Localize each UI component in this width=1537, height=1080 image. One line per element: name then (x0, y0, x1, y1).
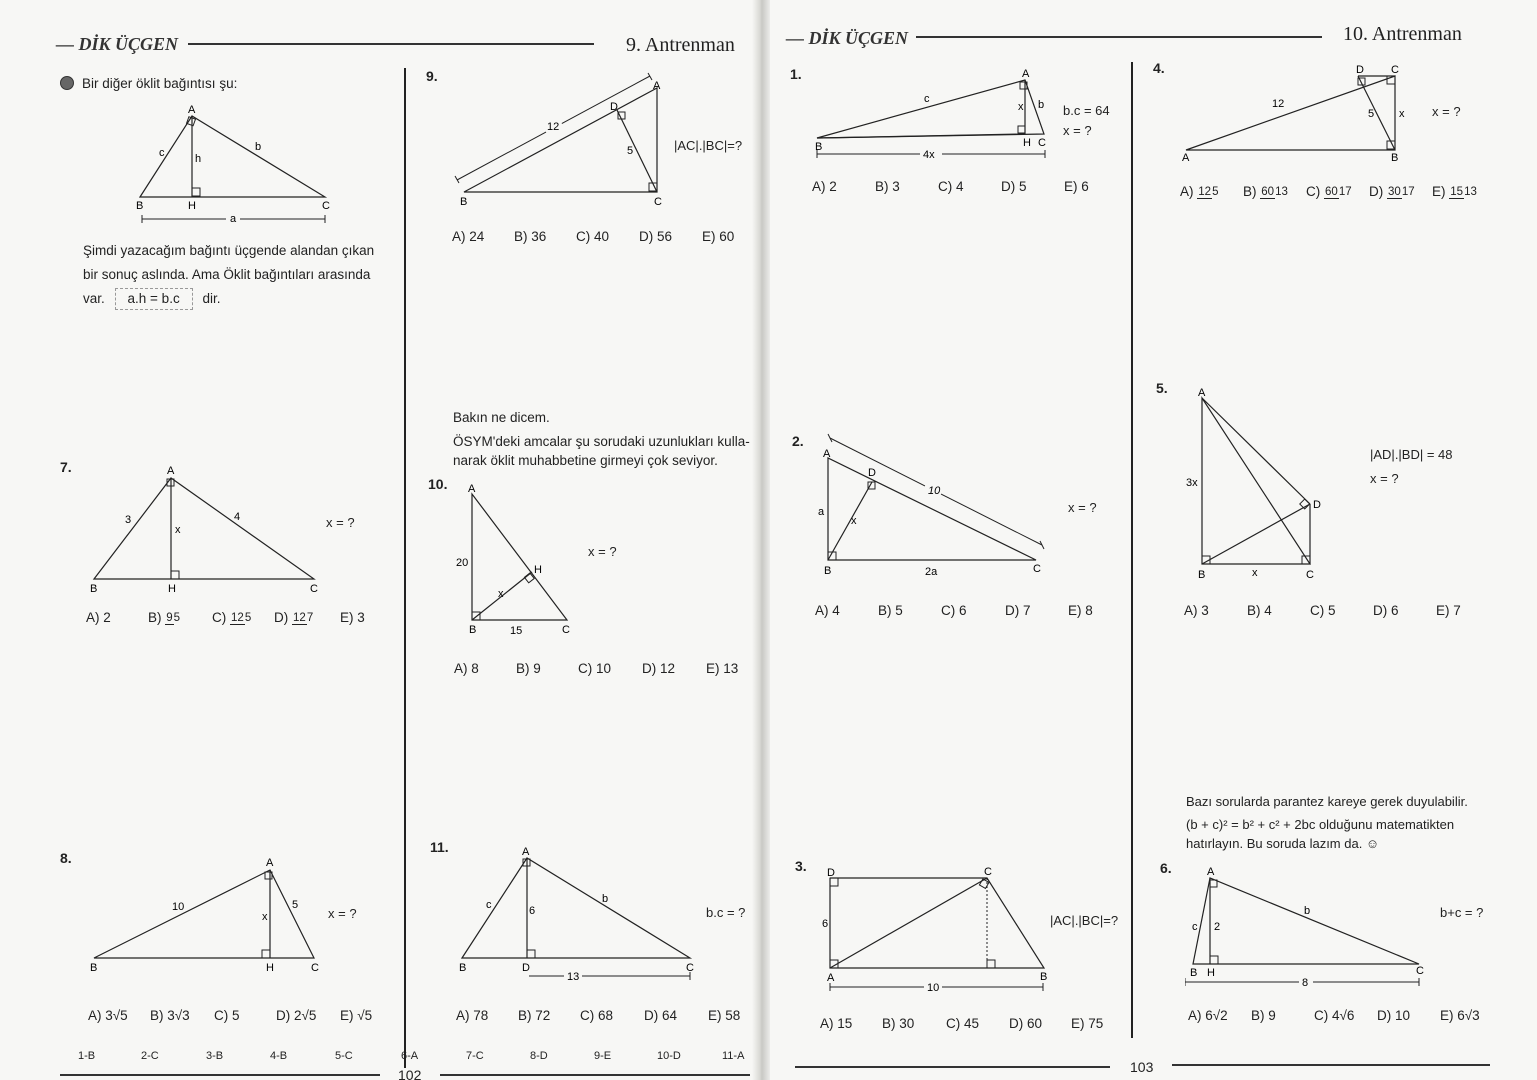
q9-question: |AC|.|BC|=? (674, 138, 743, 153)
figure-label: B (469, 624, 477, 636)
r1-question-1: b.c = 64 (1063, 103, 1110, 118)
intro-triangle-figure (130, 100, 340, 230)
figure-label: A (468, 483, 476, 495)
bullet-icon (60, 76, 74, 90)
figure-label: B (815, 141, 823, 153)
footer-rule (60, 1074, 380, 1076)
figure-label: B (1190, 967, 1198, 979)
intro-text: Bir diğer öklit bağıntısı şu: (82, 76, 238, 91)
r4-number: 4. (1153, 60, 1165, 76)
figure-label: b (255, 141, 262, 153)
para-line-3: var. a.h = b.c dir. (83, 287, 220, 311)
figure-label: A (1022, 68, 1030, 80)
figure-label: 3x (1186, 477, 1198, 489)
answer-key-item: 2-C (141, 1050, 159, 1062)
figure-label: B (459, 962, 467, 974)
column-divider (1131, 62, 1133, 1038)
figure-label: B (90, 583, 98, 595)
figure-label: H (168, 583, 176, 595)
figure-label: B (460, 196, 468, 208)
figure-label: B (1198, 569, 1206, 581)
r1-question-2: x = ? (1063, 123, 1092, 138)
figure-label: 10 (928, 485, 941, 497)
figure-label: x (1399, 108, 1405, 120)
answer-key-item: 8-D (530, 1050, 548, 1062)
q11-figure (452, 842, 700, 992)
answer-key-item: 4-B (270, 1050, 288, 1062)
figure-label: x (1252, 567, 1258, 579)
figure-label: A (266, 857, 274, 869)
figure-label: A (827, 972, 835, 984)
r6-note-3: hatırlayın. Bu soruda lazım da. ☺ (1186, 836, 1380, 851)
q10-figure (452, 480, 582, 640)
q11-question: b.c = ? (706, 905, 746, 920)
footer-rule (1172, 1064, 1490, 1066)
figure-label: C (686, 962, 694, 974)
figure-label: A (823, 448, 831, 460)
q7-question: x = ? (326, 515, 355, 530)
r6-question: b+c = ? (1440, 905, 1484, 920)
q10-note-3: narak öklit muhabbetine girmeyi çok seviyor. (453, 453, 718, 468)
answer-key-item: 5-C (335, 1050, 353, 1062)
r3-options: A) 15 B) 30 C) 45 D) 60 E) 75 (820, 1016, 1104, 1031)
q8-options: A) 3√5 B) 3√3 C) 5 D) 2√5 E) √5 (88, 1008, 373, 1023)
figure-label: x (175, 524, 181, 536)
figure-label: D (610, 101, 618, 113)
formula-box: a.h = b.c (115, 288, 193, 310)
figure-label: A (522, 846, 530, 858)
r4-question: x = ? (1432, 104, 1461, 119)
figure-label: A (1207, 866, 1215, 878)
q11-number: 11. (430, 839, 449, 855)
figure-label: 4 (234, 511, 241, 523)
r2-question: x = ? (1068, 500, 1097, 515)
answer-key-item: 3-B (206, 1050, 224, 1062)
figure-label: D (868, 467, 876, 479)
r6-number: 6. (1160, 860, 1172, 876)
figure-label: 15 (510, 625, 523, 637)
figure-label: C (322, 200, 330, 212)
right-header: — DİK ÜÇGEN (786, 28, 909, 48)
figure-label: x (851, 515, 857, 527)
answer-key-item: 1-B (78, 1050, 96, 1062)
r6-note-2: (b + c)² = b² + c² + 2bc olduğunu matematikten (1186, 817, 1455, 832)
figure-label: 6 (529, 905, 536, 917)
q9-options: A) 24 B) 36 C) 40 D) 56 E) 60 (452, 229, 735, 244)
figure-label: C (311, 962, 319, 974)
figure-label: 13 (567, 971, 580, 983)
figure-label: C (984, 866, 992, 878)
figure-label: A (167, 465, 175, 477)
r3-number: 3. (795, 858, 807, 874)
r2-number: 2. (792, 433, 804, 449)
figure-label: x (262, 911, 268, 923)
figure-label: b (1038, 99, 1045, 111)
figure-label: c (924, 93, 930, 105)
figure-label: 10 (172, 901, 185, 913)
figure-label: B (136, 200, 144, 212)
figure-label: 8 (1302, 977, 1309, 989)
figure-label: H (534, 564, 542, 576)
figure-label: c (1192, 921, 1198, 933)
r3-figure (814, 862, 1054, 997)
figure-label: C (1416, 965, 1424, 977)
q8-question: x = ? (328, 906, 357, 921)
q8-number: 8. (60, 850, 72, 866)
figure-label: a (818, 506, 825, 518)
figure-label: C (1033, 563, 1041, 575)
r5-options: A) 3 B) 4 C) 5 D) 6 E) 7 (1184, 603, 1461, 618)
figure-label: b (1304, 905, 1311, 917)
footer-rule (440, 1074, 750, 1076)
r6-options: A) 6√2 B) 9 C) 4√6 D) 10 E) 6√3 (1188, 1008, 1480, 1023)
column-divider (404, 68, 406, 1068)
figure-label: H (1207, 967, 1215, 979)
figure-label: D (1356, 64, 1364, 76)
r1-number: 1. (790, 66, 802, 82)
figure-label: 10 (927, 982, 940, 994)
figure-label: 2 (1214, 921, 1221, 933)
q9-figure (452, 72, 672, 212)
figure-label: 5 (1368, 108, 1375, 120)
left-title: 9. Antrenman (626, 34, 735, 56)
figure-label: A (1198, 387, 1206, 399)
q7-number: 7. (60, 459, 72, 475)
figure-label: 6 (822, 918, 829, 930)
figure-label: h (195, 153, 202, 165)
figure-label: B (1391, 152, 1399, 164)
q10-question: x = ? (588, 544, 617, 559)
r5-number: 5. (1156, 380, 1168, 396)
q7-figure (84, 460, 324, 595)
para-line-1: Şimdi yazacağım bağıntı üçgende alandan çıkan (83, 243, 375, 258)
r2-figure (812, 432, 1052, 582)
header-rule (188, 43, 594, 45)
figure-label: C (1306, 569, 1314, 581)
figure-label: D (522, 962, 530, 974)
answer-key-item: 9-E (594, 1050, 612, 1062)
left-header: — DİK ÜÇGEN (56, 34, 179, 54)
figure-label: 12 (1272, 98, 1285, 110)
figure-label: c (486, 899, 492, 911)
r5-question-2: x = ? (1370, 471, 1399, 486)
r5-question-1: |AD|.|BD| = 48 (1370, 447, 1453, 462)
answer-key-item: 7-C (466, 1050, 484, 1062)
figure-label: 4x (923, 149, 935, 161)
figure-label: C (562, 624, 570, 636)
figure-label: 2a (925, 566, 938, 578)
q9-number: 9. (426, 68, 438, 84)
figure-label: H (188, 200, 196, 212)
figure-label: 20 (456, 557, 469, 569)
figure-label: A (653, 80, 661, 92)
header-rule (916, 36, 1322, 38)
right-page-number: 103 (1130, 1059, 1154, 1075)
figure-label: C (310, 583, 318, 595)
figure-label: C (1391, 64, 1399, 76)
right-title: 10. Antrenman (1343, 23, 1462, 45)
q11-options: A) 78 B) 72 C) 68 D) 64 E) 58 (456, 1008, 741, 1023)
figure-label: C (654, 196, 662, 208)
figure-label: x (1018, 101, 1024, 113)
q10-number: 10. (428, 476, 448, 492)
figure-label: C (1038, 137, 1046, 149)
r6-figure (1185, 864, 1430, 994)
figure-label: A (1182, 152, 1190, 164)
footer-rule (795, 1066, 1110, 1068)
left-page-number: 102 (398, 1067, 422, 1080)
figure-label: 12 (547, 121, 560, 133)
figure-label: H (266, 962, 274, 974)
q10-note-2: ÖSYM'deki amcalar şu sorudaki uzunlukları kulla- (453, 434, 750, 449)
q10-note-1: Bakın ne dicem. (453, 410, 550, 425)
answer-key-item: 6-A (401, 1050, 419, 1062)
r3-question: |AC|.|BC|=? (1050, 913, 1119, 928)
r4-figure (1178, 62, 1408, 167)
r5-figure (1180, 384, 1330, 584)
r2-options: A) 4 B) 5 C) 6 D) 7 E) 8 (815, 603, 1093, 618)
q7-options: A) 2 B) 95 C) 125 D) 127 E) 3 (86, 610, 365, 625)
figure-label: B (1040, 971, 1048, 983)
book-spine (752, 0, 770, 1080)
figure-label: b (602, 893, 609, 905)
figure-label: 5 (292, 899, 299, 911)
figure-label: x (498, 588, 504, 600)
figure-label: 3 (125, 514, 132, 526)
q10-options: A) 8 B) 9 C) 10 D) 12 E) 13 (454, 661, 739, 676)
figure-label: H (1023, 137, 1031, 149)
r1-options: A) 2 B) 3 C) 4 D) 5 E) 6 (812, 179, 1089, 194)
r1-figure (812, 66, 1057, 166)
figure-label: B (90, 962, 98, 974)
figure-label: a (230, 213, 237, 225)
answer-key-item: 10-D (657, 1050, 681, 1062)
figure-label: D (1313, 499, 1321, 511)
figure-label: c (159, 147, 165, 159)
answer-key (78, 1050, 744, 1062)
label-A: A (188, 104, 196, 116)
q8-figure (84, 852, 324, 977)
figure-label: D (827, 867, 835, 879)
para-line-2: bir sonuç aslında. Ama Öklit bağıntıları arasında (83, 267, 371, 282)
r4-options: A) 125 B) 6013 C) 6017 D) 3017 E) 1513 (1180, 184, 1477, 199)
answer-key-item: 11-A (722, 1050, 745, 1062)
figure-label: 5 (627, 145, 634, 157)
r6-note-1: Bazı sorularda parantez kareye gerek duyulabilir. (1186, 794, 1468, 809)
figure-label: B (824, 565, 832, 577)
